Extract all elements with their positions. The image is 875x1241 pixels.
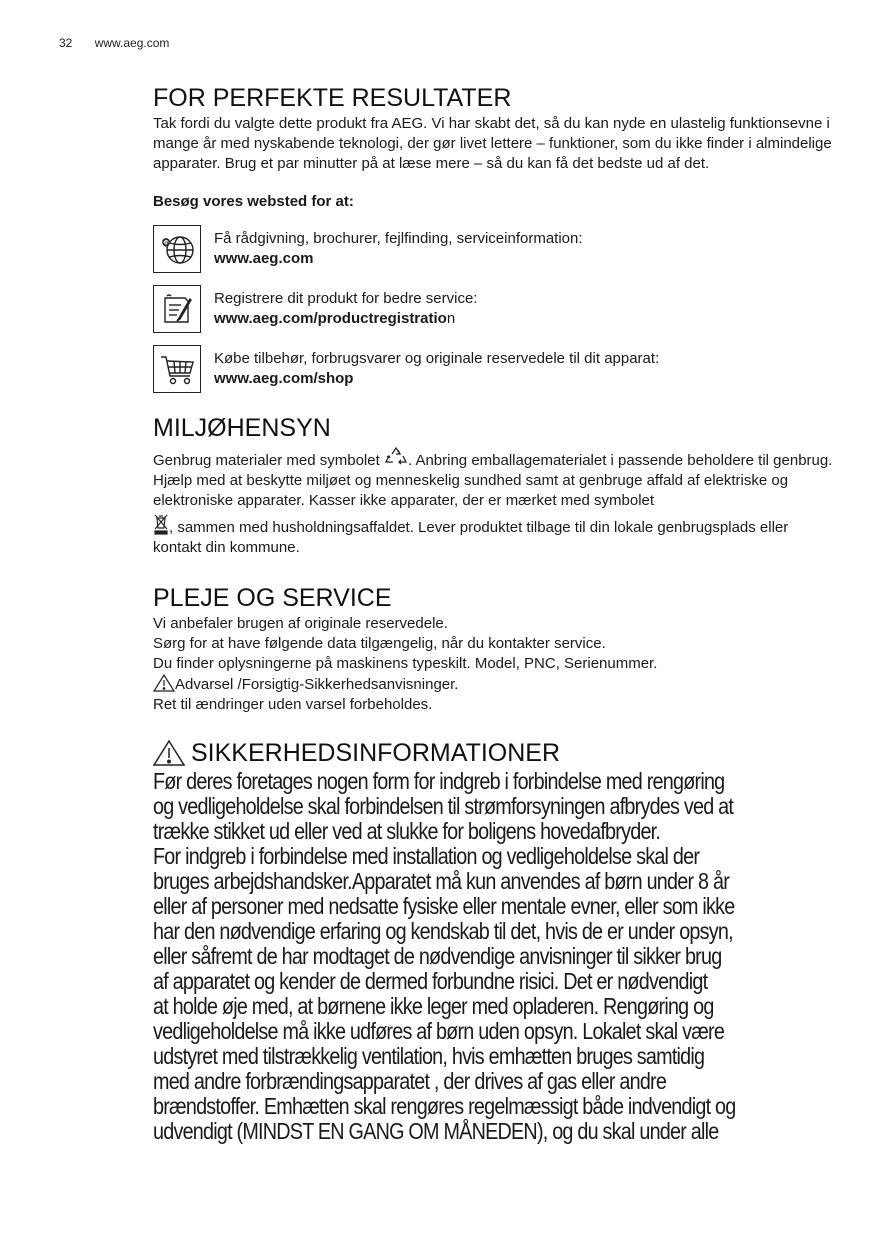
pleje-line: Du finder oplysningerne på maskinens typeskilt. Model, PNC, Serienummer. [153,655,658,672]
cart-icon [153,345,201,393]
sikker-line: har den nødvendige erfaring og kendskab til det, hvis de er under opsyn, [153,918,733,944]
miljo-text-1b: . Anbring emballagematerialet i passende beholdere til genbrug. [407,452,833,469]
sikker-line: bruges arbejdshandsker.Apparatet må kun anvendes af børn under 8 år [153,868,730,894]
support-link[interactable]: www.aeg.com [214,250,314,267]
pleje-line: Sørg for at have følgende data tilgængelig, når du kontakter service. [153,635,606,652]
sikker-line: eller af personer med nedsatte fysiske eller mentale evner, eller som ikke [153,893,735,919]
sikker-line: af apparatet og kender de dermed forbundne risici. Det er nødvendigt [153,968,708,994]
shop-row [153,344,833,394]
warning-icon [153,739,185,767]
pleje-last-line: Ret til ændringer uden varsel forbeholdes. [153,696,433,713]
sikker-line: brændstoffer. Emhætten skal rengøres regelmæssigt både indvendigt og [153,1093,736,1119]
warning-icon [153,674,175,692]
sikker-line: udstyret med tilstrækkelig ventilation, hvis emhætten bruges samtidig [153,1043,705,1069]
svg-text:@: @ [162,238,171,247]
sikker-line: og vedligeholdelse skal forbindelsen til strømforsyningen afbrydes ved at [153,793,734,819]
register-row [153,284,833,334]
sikker-body [153,769,832,1144]
page-content [153,82,833,1144]
pleje-warning-text: Advarsel /Forsigtig-Sikkerhedsanvisninger. [175,676,459,693]
sikker-line: eller såfremt de har modtaget de nødvendige anvisninger til sikker brug [153,943,722,969]
crossed-bin-icon [153,513,169,535]
support-row [153,224,833,274]
register-row-label: Registrere dit produkt for bedre service: [214,290,478,307]
visit-label: Besøg vores websted for at: [153,193,354,210]
recycle-icon [384,446,408,468]
sikker-line: udvendigt (MINDST EN GANG OM MÅNEDEN), og du skal under alle [153,1118,719,1144]
sikker-line: vedligeholdelse må ikke udføres af børn uden opsyn. Lokalet skal være [153,1018,725,1044]
shop-row-label: Købe tilbehør, forbrugsvarer og originale reservedele til dit apparat: [214,350,660,367]
miljo-paragraph-2: Hjælp med at beskytte miljøet og menneskelig sundhed samt at genbruge affald af elektriske og elektroniske apparater. Kasser ikke apparater, der er mærket med symbolet [153,472,789,509]
shop-row-text [214,349,659,389]
section-title-miljo: MILJØHENSYN [153,414,331,442]
sikker-line: med andre forbrændingsapparatet , der drives af gas eller andre [153,1068,667,1094]
page-header [59,36,169,50]
register-link-tail: n [446,310,456,327]
section-title-sikker: SIKKERHEDSINFORMATIONER [191,739,561,767]
section-title-pleje: PLEJE OG SERVICE [153,584,392,612]
intro-paragraph: Tak fordi du valgte dette produkt fra AEG. Vi har skabt det, så du kan nyde en ulastelig funktionsevne i mange år med nyskabende teknologi, der gør livet lettere – funktioner, som du ikke finder i almindelige apparater. Brug et par minutter på at læse mere – så du kan få det bedste ud af det. [153,115,832,172]
register-link[interactable]: www.aeg.com/productregistratio [214,310,447,327]
register-row-text [214,289,477,329]
miljo-paragraph-3 [153,513,833,558]
sikker-line: at holde øje med, at børnene ikke leger med opladeren. Rengøring og [153,993,714,1019]
shop-link[interactable]: www.aeg.com/shop [214,370,354,387]
miljo-paragraph-1 [153,446,833,471]
miljo-text-1a: Genbrug materialer med symbolet [153,452,380,469]
pleje-line: Vi anbefaler brugen af originale reservedele. [153,615,448,632]
support-row-label: Få rådgivning, brochurer, fejlfinding, serviceinformation: [214,230,583,247]
sikker-line: For indgreb i forbindelse med installation og vedligeholdelse skal der [153,843,700,869]
register-icon [153,285,201,333]
sikker-line: Før deres foretages nogen form for indgreb i forbindelse med rengøring [153,768,725,794]
page-number: 32 [59,36,73,50]
pleje-warning-line [153,674,833,695]
miljo-text-3: , sammen med husholdningsaffaldet. Lever produktet tilbage til din lokale genbrugsplads eller kontakt din kommune. [153,519,789,556]
sikker-line: trække stikket ud eller ved at slukke for boligens hovedafbryder. [153,818,661,844]
section-title-perfekte: FOR PERFEKTE RESULTATER [153,84,512,112]
globe-icon [153,225,201,273]
sikker-header [153,737,833,769]
support-row-text [214,229,583,269]
header-url[interactable]: www.aeg.com [94,36,170,50]
